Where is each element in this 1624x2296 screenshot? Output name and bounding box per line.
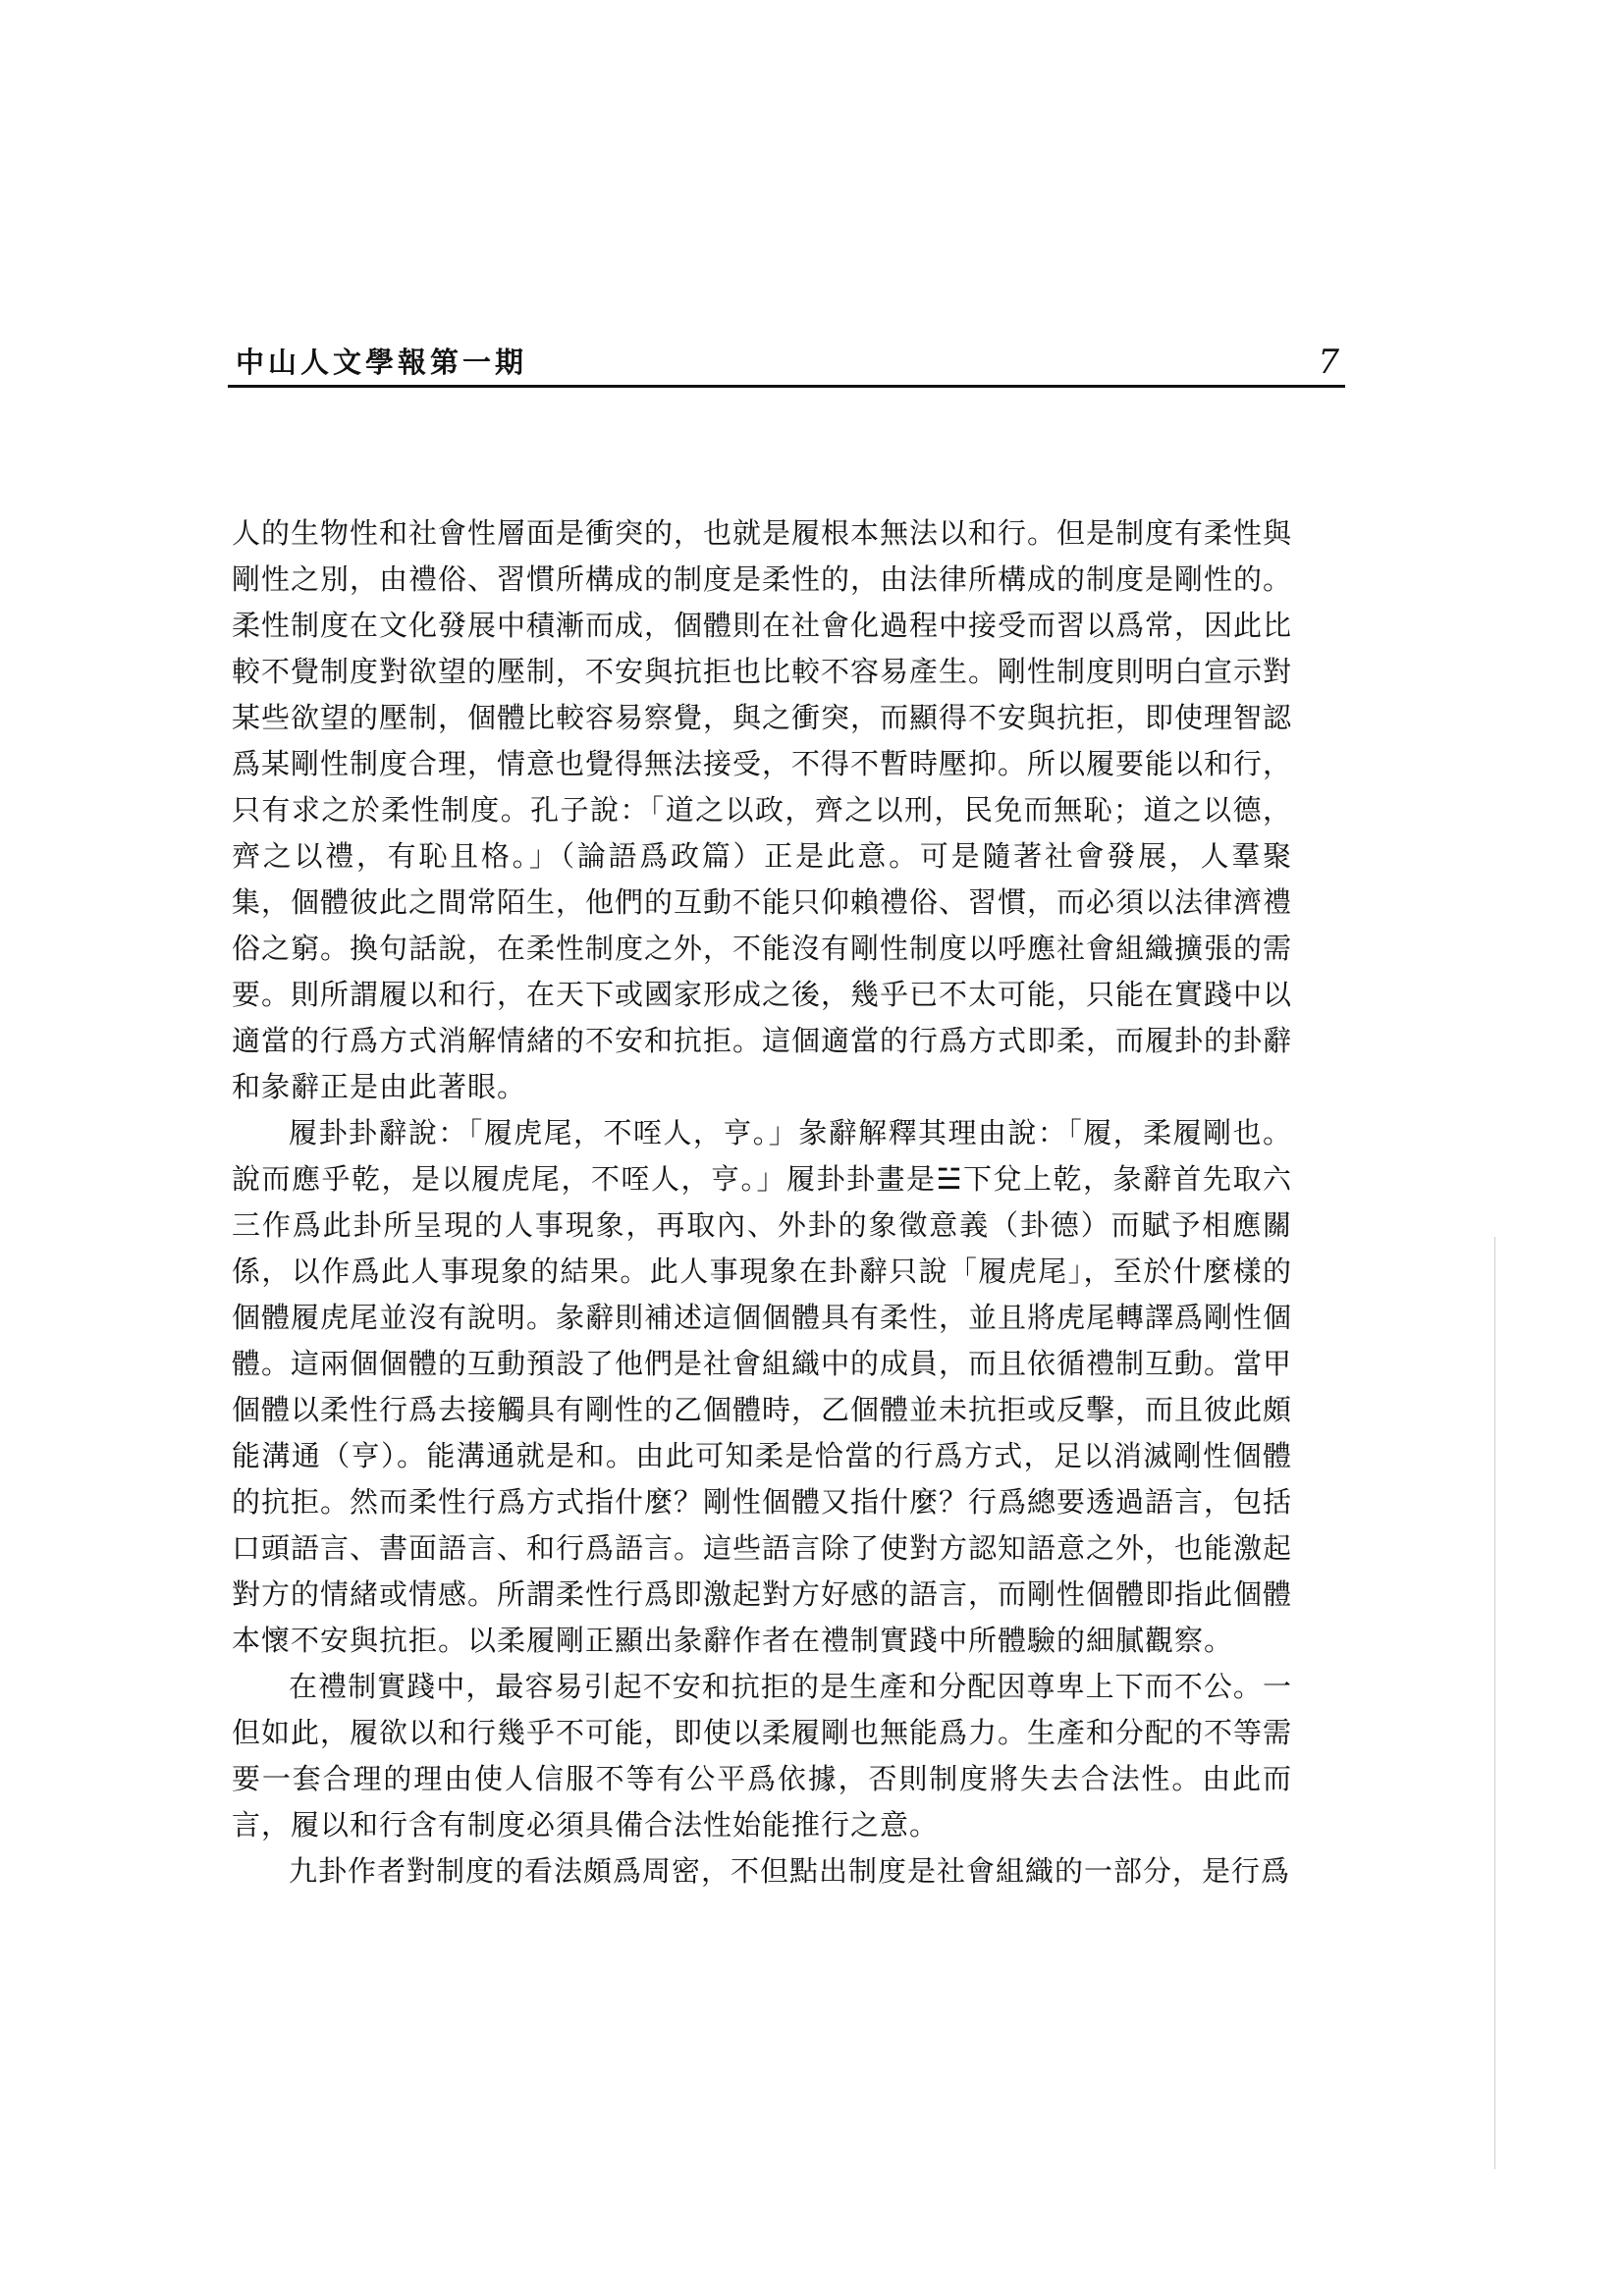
paragraph-3: 在禮制實踐中，最容易引起不安和抗拒的是生產和分配因尊卑上下而不公。一但如此，履欲以和行幾乎不可能，即使以柔履剛也無能爲力。生產和分配的不等需要一套合理的理由使人信服不等有公平爲依據，否則制度將失去合法性。由此而言，履以和行含有制度必須具備合法性始能推行之意。: [232, 1670, 1293, 1842]
scan-edge-line: [1494, 1237, 1495, 2169]
running-header: [228, 336, 1345, 388]
journal-title: 中山人文學報第一期: [236, 346, 528, 379]
paragraph-2: 履卦卦辭說：「履虎尾，不咥人，亨。」彖辭解釋其理由說：「履，柔履剛也。說而應乎乾，是以履虎尾，不咥人，亨。」履卦卦畫是☱下兌上乾，彖辭首先取六三作爲此卦所呈現的人事現象，再取內、外卦的象徵意義（卦德）而賦予相應關係，以作爲此人事現象的結果。此人事現象在卦辭只說「履虎尾」，至於什麼樣的個體履虎尾並沒有說明。彖辭則補述這個個體具有柔性，並且將虎尾轉譯爲剛性個體。這兩個個體的互動預設了他們是社會組織中的成員，而且依循禮制互動。當甲個體以柔性行爲去接觸具有剛性的乙個體時，乙個體並未抗拒或反擊，而且彼此頗能溝通（亨）。能溝通就是和。由此可知柔是恰當的行爲方式，足以消滅剛性個體的抗拒。然而柔性行爲方式指什麼？剛性個體又指什麼？行爲總要透過語言，包括口頭語言、書面語言、和行爲語言。這些語言除了使對方認知語意之外，也能激起對方的情緒或情感。所謂柔性行爲即激起對方好感的語言，而剛性個體即指此個體本懷不安與抗拒。以柔履剛正顯出彖辭作者在禮制實踐中所體驗的細膩觀察。: [232, 1116, 1293, 1657]
paragraph-4: 九卦作者對制度的看法頗爲周密，不但點出制度是社會組織的一部分，是行爲: [289, 1854, 1291, 1888]
paragraph-1: 人的生物性和社會性層面是衝突的，也就是履根本無法以和行。但是制度有柔性與剛性之別，由禮俗、習慣所構成的制度是柔性的，由法律所構成的制度是剛性的。柔性制度在文化發展中積漸而成，個體則在社會化過程中接受而習以爲常，因此比較不覺制度對欲望的壓制，不安與抗拒也比較不容易產生。剛性制度則明白宣示對某些欲望的壓制，個體比較容易察覺，與之衝突，而顯得不安與抗拒，即使理智認爲某剛性制度合理，情意也覺得無法接受，不得不暫時壓抑。所以履要能以和行，只有求之於柔性制度。孔子說：「道之以政，齊之以刑，民免而無恥；道之以德，齊之以禮，有恥且格。」（論語爲政篇）正是此意。可是隨著社會發展，人羣聚集，個體彼此之間常陌生，他們的互動不能只仰賴禮俗、習慣，而必須以法律濟禮俗之窮。換句話說，在柔性制度之外，不能沒有剛性制度以呼應社會組織擴張的需要。則所謂履以和行，在天下或國家形成之後，幾乎已不太可能，只能在實踐中以適當的行爲方式消解情緒的不安和抗拒。這個適當的行爲方式即柔，而履卦的卦辭和彖辭正是由此著眼。: [232, 516, 1293, 1103]
body-text: [232, 510, 1292, 1895]
page-number: 7: [1318, 343, 1339, 382]
